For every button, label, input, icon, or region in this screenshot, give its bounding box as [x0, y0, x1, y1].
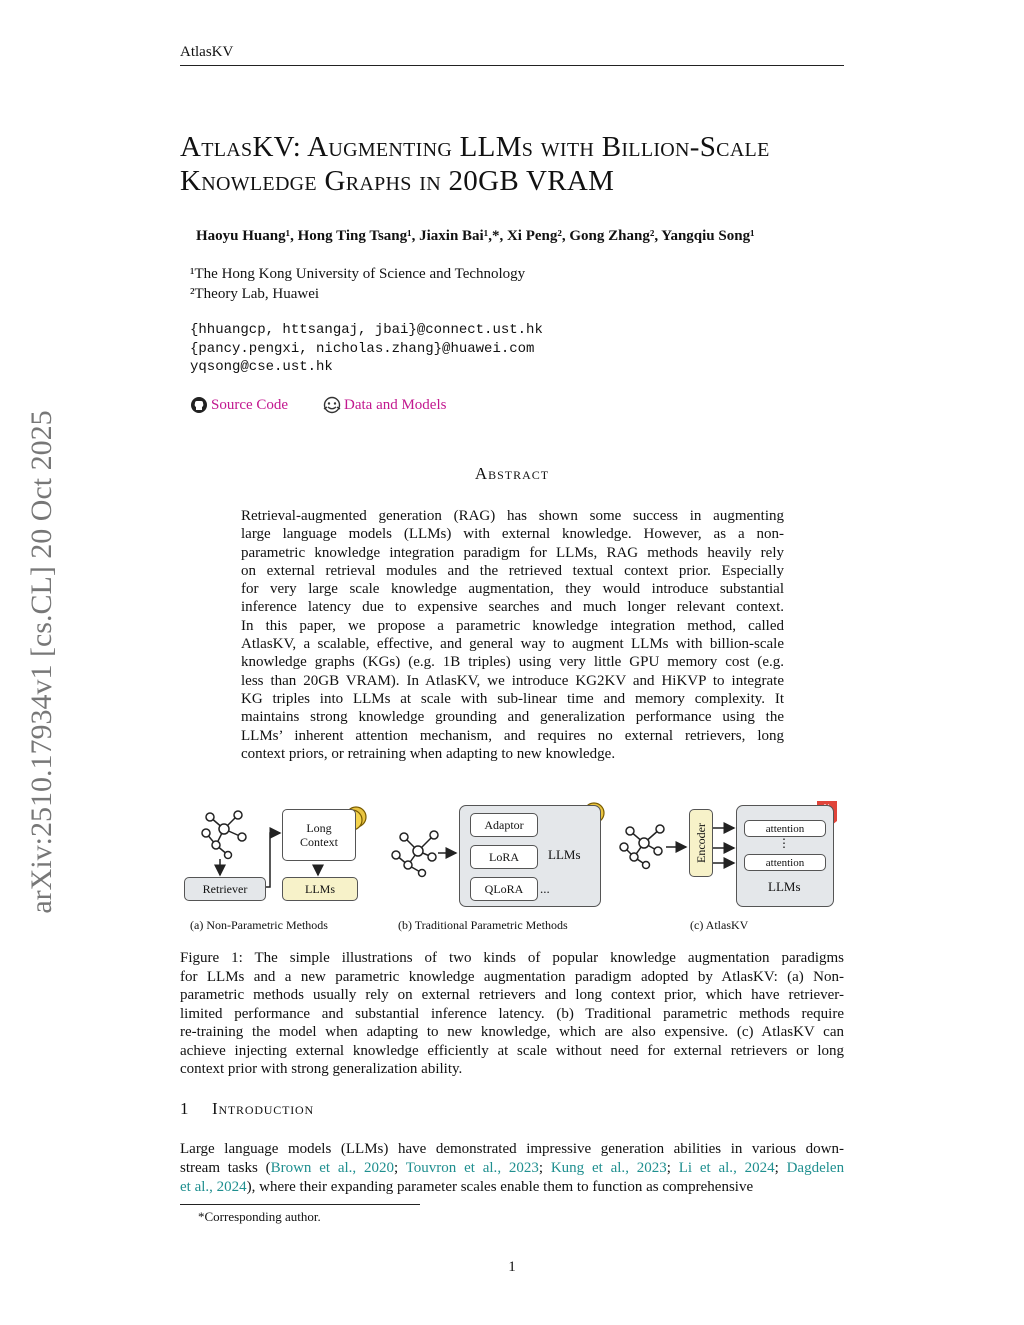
title-line-2: Knowledge Graphs in 20GB VRAM [180, 165, 615, 197]
hugging-face-icon [322, 396, 342, 414]
running-header: AtlasKV [180, 44, 234, 60]
lora-box: LoRA [470, 845, 538, 869]
caption-line: re-training the model when adapting to new knowledge, which are also expensive. (c) AtlasKV can [180, 1024, 844, 1040]
citation-author[interactable]: Brown et al. [270, 1160, 353, 1176]
section-number: 1 [180, 1099, 189, 1118]
ellipsis-b: ... [540, 881, 550, 896]
abstract-line: knowledge graphs (KGs) (e.g. 1B triples) using very little GPU memory cost (e.g. [241, 654, 784, 671]
affiliation-2: ²Theory Lab, Huawei [190, 286, 320, 302]
header-rule [180, 65, 844, 66]
paper-title [180, 130, 860, 198]
data-models-link[interactable] [322, 396, 446, 414]
figure-caption [180, 949, 844, 1079]
source-code-label[interactable]: Source Code [211, 396, 289, 413]
knowledge-graph-icon [620, 825, 664, 869]
source-code-link[interactable] [190, 396, 288, 414]
knowledge-graph-icon [202, 811, 246, 859]
title-line-1: AtlasKV: Augmenting LLMs with Billion-Scale [180, 131, 770, 163]
citation-year[interactable]: 2023 [508, 1160, 539, 1176]
intro-text: ), where their expanding parameter scales enable them to function as comprehensive [246, 1179, 754, 1195]
citation-author[interactable]: Li et al. [678, 1160, 734, 1176]
abstract-line: In this paper, we propose a parametric knowledge integration method, called [241, 617, 784, 634]
abstract-line: large language models (LLMs) with external knowledge. However, as a non- [241, 526, 784, 543]
long-context-box: Long Context [282, 809, 356, 861]
github-icon [190, 396, 208, 414]
data-models-label[interactable]: Data and Models [344, 396, 447, 413]
citation-year[interactable]: 2020 [363, 1160, 394, 1176]
affiliation-1: ¹The Hong Kong University of Science and Technology [190, 266, 526, 282]
citation-author[interactable]: Kung et al. [550, 1160, 626, 1176]
abstract-heading: Abstract [474, 464, 550, 483]
intro-line-1: Large language models (LLMs) have demonstrated impressive generation abilities in various down- [180, 1141, 844, 1157]
section-heading: Introduction [212, 1099, 314, 1118]
encoder-box [689, 809, 713, 877]
caption-line: achieve injecting external knowledge efficiently at scale without need for external retrievers or long [180, 1042, 844, 1059]
caption-line: limited performance and substantial inference latency. (b) Traditional parametric methods require [180, 1005, 844, 1022]
subcaption-b: (b) Traditional Parametric Methods [398, 918, 568, 932]
llms-label-b: LLMs [548, 847, 581, 862]
citation-li[interactable]: Li et al., 2024 [678, 1160, 775, 1176]
caption-line: context prior with strong generalization ability. [180, 1061, 463, 1077]
abstract-line: KG triples into LLMs at scale with sub-linear time and memory complexity. It [241, 690, 784, 707]
citation-year[interactable]: 2024 [216, 1179, 247, 1195]
vertical-dots: ⋮ [778, 836, 790, 850]
citation-brown[interactable]: Brown et al., 2020 [270, 1160, 394, 1176]
abstract-line: AtlasKV, a scalable, effective, and general way to augment LLMs with billion-scale [241, 636, 784, 653]
intro-paragraph [180, 1140, 844, 1197]
caption-line: parametric methods usually rely on external retrievers and long context prior, which have retriever- [180, 987, 844, 1003]
abstract-line: context priors, or retraining when adapting to new knowledge. [241, 745, 616, 762]
citation-author[interactable]: Touvron et al. [405, 1160, 498, 1176]
citation-dagdelen[interactable]: Dagdelen [786, 1160, 845, 1176]
footnote: *Corresponding author. [198, 1209, 321, 1224]
citation-year[interactable]: 2024 [744, 1160, 775, 1176]
attention-box-2: attention [744, 854, 826, 871]
abstract-line: Retrieval-augmented generation (RAG) has shown some success in augmenting [241, 508, 784, 524]
author-list: Haoyu Huang¹, Hong Ting Tsang¹, Jiaxin Bai¹,*, Xi Peng², Gong Zhang², Yangqiu Song¹ [196, 228, 755, 244]
abstract-line: less than 20GB VRAM). In AtlasKV, we introduce KG2KV and HiKVP to integrate [241, 672, 784, 689]
abstract-line: for very large scale knowledge augmentation, they would introduce substantial [241, 581, 784, 598]
caption-line: Figure 1: The simple illustrations of two kinds of popular knowledge augmentation paradigms [180, 950, 844, 966]
email-line-3: yqsong@cse.ust.hk [190, 359, 333, 375]
arxiv-stamp: arXiv:2510.17934v1 [cs.CL] 20 Oct 2025 [25, 410, 58, 914]
subcaption-a: (a) Non-Parametric Methods [190, 918, 328, 932]
citation-dagdelen-cont[interactable]: et al., 2024 [180, 1179, 247, 1195]
abstract-line: inference latency due to expensive searches and much longer relevant context. [241, 599, 784, 616]
citation-year[interactable]: 2023 [636, 1160, 667, 1176]
citation-touvron[interactable]: Touvron et al., 2023 [405, 1160, 539, 1176]
affiliations [190, 264, 525, 304]
encoder-label: Encoder [693, 823, 708, 863]
email-line-2: {pancy.pengxi, nicholas.zhang}@huawei.com [190, 340, 535, 357]
citation-author[interactable]: et al. [180, 1179, 210, 1195]
retriever-box: Retriever [184, 877, 266, 901]
intro-line-2: stream tasks (Brown et al., 2020; Touvron et al., 2023; Kung et al., 2023; Li et al., 2024; Dagdelen [180, 1160, 845, 1176]
llms-label-c: LLMs [768, 879, 801, 894]
intro-text: stream tasks ( [180, 1160, 271, 1176]
abstract-body [241, 507, 784, 763]
emails [190, 321, 543, 377]
abstract-line: parametric knowledge integration paradigm for LLMs, RAG methods heavily rely [241, 544, 784, 561]
email-line-1: {hhuangcp, httsangaj, jbai}@connect.ust.hk [190, 322, 543, 338]
qlora-box: QLoRA [470, 877, 538, 901]
abstract-line: LLMs’ inherent attention mechanism, and requires no external retrievers, long [241, 727, 784, 744]
footnote-rule [180, 1204, 420, 1205]
caption-line: for LLMs and a new parametric knowledge augmentation paradigm adopted by AtlasKV: (a) Non- [180, 968, 844, 985]
subcaption-c: (c) AtlasKV [690, 918, 749, 932]
intro-line-3 [180, 1178, 844, 1197]
abstract-line: on external retrieval modules and the retrieved textual context prior. Especially [241, 562, 784, 579]
abstract-line: maintains strong knowledge grounding and generalization performance using the [241, 709, 784, 726]
page-number: 1 [508, 1259, 516, 1275]
llms-box-a: LLMs [282, 877, 358, 901]
attention-box-1: attention [744, 820, 826, 837]
knowledge-graph-icon [392, 831, 438, 877]
citation-kung[interactable]: Kung et al., 2023 [550, 1160, 667, 1176]
adaptor-box: Adaptor [470, 813, 538, 837]
